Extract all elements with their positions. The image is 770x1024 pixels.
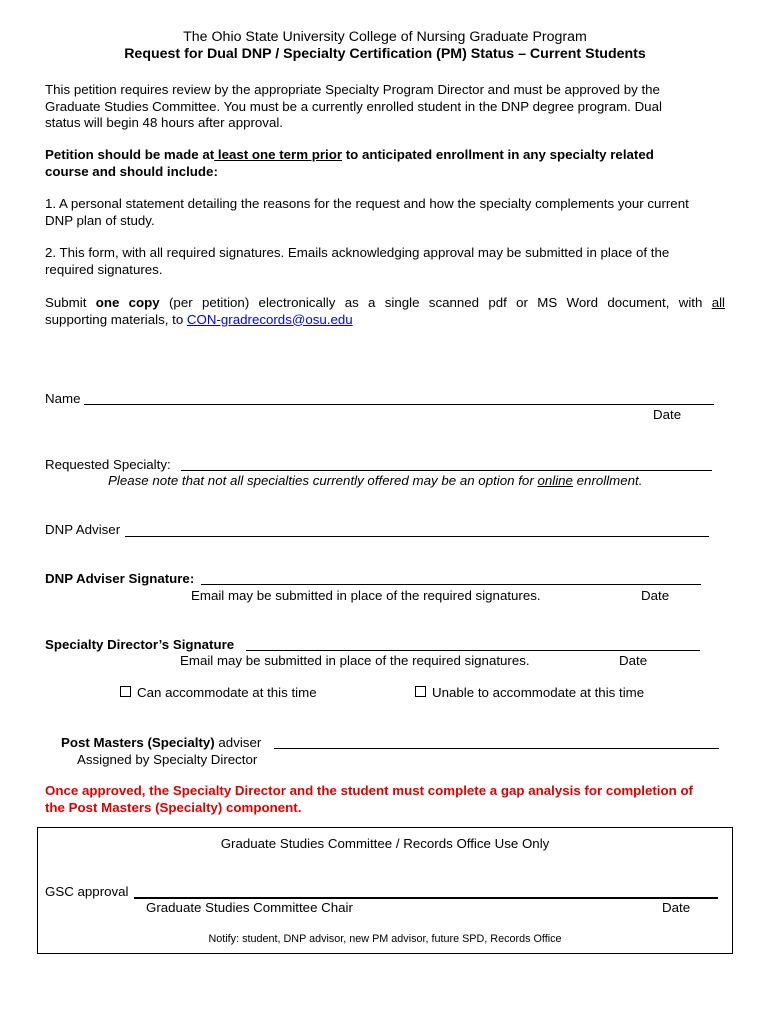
checkbox-icon[interactable] [415, 686, 426, 697]
gap-analysis-warning [45, 783, 735, 816]
director-signature-label: Specialty Director’s Signature [45, 637, 235, 652]
submit-instructions [45, 295, 725, 328]
name-field[interactable] [84, 404, 714, 405]
specialty-field[interactable] [181, 470, 712, 471]
submit-emphasis: one copy [95, 295, 160, 310]
page-title: The Ohio State University College of Nursing Graduate Program [183, 29, 587, 45]
specialty-note: Please note that not all specialties currently offered may be an option for online enrollment. [108, 473, 643, 488]
pm-adviser-field[interactable] [274, 748, 719, 749]
requirement-text: required signatures. [45, 261, 163, 277]
petition-text: course and should include: [45, 163, 218, 179]
requirement-text: DNP plan of study. [45, 212, 155, 228]
adviser-email-note: Email may be submitted in place of the required signatures. [191, 588, 541, 603]
office-use-title: Graduate Studies Committee / Records Office Use Only [220, 836, 550, 851]
adviser-signature-field[interactable] [201, 584, 701, 585]
adviser-date-label: Date [641, 588, 670, 603]
intro-line: Graduate Studies Committee. You must be a currently enrolled student in the DNP degree program. Dual [45, 98, 662, 114]
pm-adviser-label: Post Masters (Specialty) adviser [61, 735, 262, 750]
office-use-box [37, 827, 733, 954]
records-email-link[interactable]: CON-gradrecords@osu.edu [186, 311, 353, 327]
requirement-text: 1. A personal statement detailing the reasons for the request and how the specialty complements your current [45, 196, 689, 211]
unable-label: Unable to accommodate at this time [432, 685, 645, 700]
accommodate-label: Can accommodate at this time [137, 685, 317, 700]
checkbox-icon[interactable] [120, 686, 131, 697]
submit-text: (per petition) electronically as a single scanned pdf or MS Word document, with [169, 295, 703, 310]
gsc-date-label: Date [662, 900, 691, 915]
unable-option[interactable] [415, 685, 644, 700]
intro-line: This petition requires review by the appropriate Specialty Program Director and must be approved by the [45, 82, 660, 97]
petition-instructions [45, 147, 725, 180]
gsc-chair-label: Graduate Studies Committee Chair [146, 900, 353, 915]
requirement-text: 2. This form, with all required signatures. Emails acknowledging approval may be submitted in place of the [45, 245, 670, 260]
name-label: Name [45, 391, 81, 406]
accommodate-option[interactable] [120, 685, 317, 700]
submit-emphasis: all [711, 295, 726, 310]
warning-text: Once approved, the Specialty Director and the student must complete a gap analysis for completion of [45, 783, 693, 798]
petition-text: to anticipated enrollment in any specialty related [342, 147, 654, 162]
intro-line: status will begin 48 hours after approval. [45, 115, 284, 130]
pm-assigned-note: Assigned by Specialty Director [77, 752, 258, 767]
petition-emphasis: least one term prior [214, 147, 343, 162]
notify-text: Notify: student, DNP advisor, new PM advisor, future SPD, Records Office [208, 933, 562, 945]
warning-text: the Post Masters (Specialty) component. [45, 799, 302, 815]
director-signature-field[interactable] [246, 650, 700, 651]
gsc-approval-label: GSC approval [45, 884, 129, 899]
name-date-label: Date [653, 407, 682, 422]
adviser-signature-label: DNP Adviser Signature: [45, 571, 195, 586]
petition-text: Petition should be made at [45, 147, 215, 162]
adviser-label: DNP Adviser [45, 522, 121, 537]
adviser-field[interactable] [125, 536, 709, 537]
specialty-label: Requested Specialty: [45, 457, 171, 472]
director-date-label: Date [619, 653, 648, 668]
requirement-item-2 [45, 245, 725, 278]
requirement-item-1 [45, 196, 725, 229]
director-email-note: Email may be submitted in place of the required signatures. [180, 653, 530, 668]
intro-paragraph [45, 82, 725, 132]
page-subtitle: Request for Dual DNP / Specialty Certification (PM) Status – Current Students [124, 46, 646, 62]
submit-text: Submit [45, 295, 87, 310]
submit-text: supporting materials, to [45, 311, 184, 327]
gsc-approval-field[interactable] [134, 897, 718, 899]
